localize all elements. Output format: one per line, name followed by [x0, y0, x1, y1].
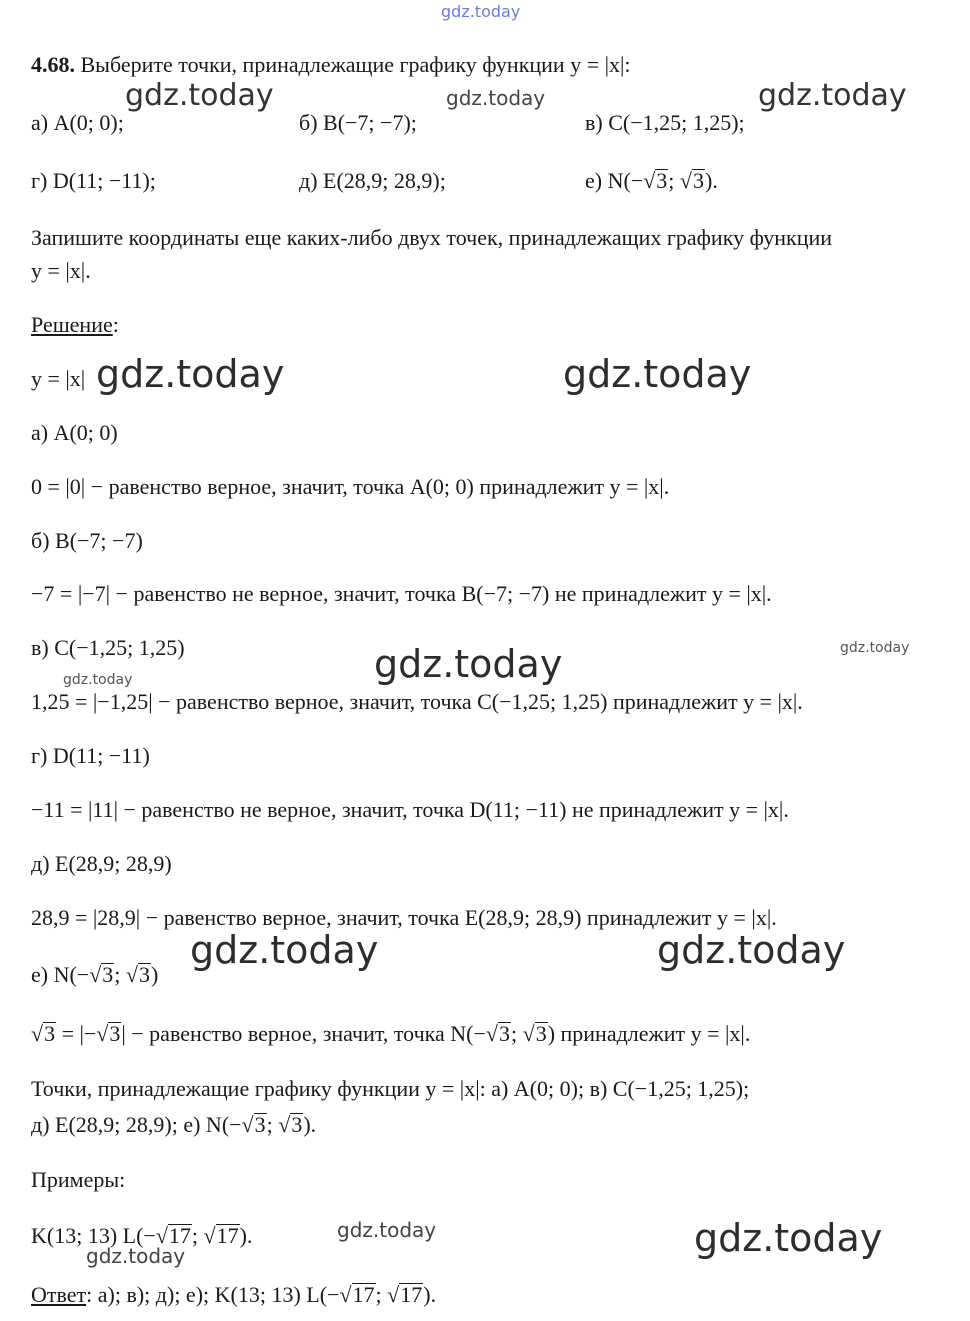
sqrt-symbol: √3: [125, 962, 150, 987]
watermark: gdz.today: [694, 1216, 883, 1260]
solution-e-point: е) N(−√3; √3): [31, 962, 159, 987]
extra-task-line1: Запишите координаты еще каких-либо двух точек, принадлежащих графику функции: [31, 225, 833, 250]
solution-b-point: б) B(−7; −7): [31, 528, 143, 553]
solution-func: y = |x|: [31, 366, 86, 391]
solution-v-point: в) C(−1,25; 1,25): [31, 635, 185, 660]
watermark: gdz.today: [758, 78, 907, 113]
watermark: gdz.today: [374, 642, 563, 686]
extra-task-line2: y = |x|.: [31, 258, 91, 283]
watermark: gdz.today: [840, 640, 910, 656]
sqrt-symbol: √17: [155, 1223, 191, 1248]
watermark: gdz.today: [96, 352, 285, 396]
sqrt-symbol: √17: [339, 1282, 375, 1307]
summary-line1: Точки, принадлежащие графику функции y = |x|: а) A(0; 0); в) C(−1,25; 1,25);: [31, 1076, 750, 1101]
solution-a-text: 0 = |0| − равенство верное, значит, точка A(0; 0) принадлежит y = |x|.: [31, 474, 670, 499]
sqrt-symbol: √17: [203, 1223, 239, 1248]
watermark: gdz.today: [657, 928, 846, 972]
summary-line2: д) E(28,9; 28,9); е) N(−√3; √3).: [31, 1112, 317, 1137]
sqrt-symbol: √3: [522, 1021, 547, 1046]
sqrt-symbol: √3: [89, 962, 114, 987]
task-heading: [31, 52, 631, 78]
solution-b-text: −7 = |−7| − равенство не верное, значит, точка B(−7; −7) не принадлежит y = |x|.: [31, 581, 772, 606]
watermark-top: gdz.today: [441, 2, 521, 21]
watermark: gdz.today: [337, 1218, 437, 1242]
task-statement: Выберите точки, принадлежащие графику функции y = |x|:: [80, 52, 631, 77]
watermark: gdz.today: [563, 352, 752, 396]
option-d: д) E(28,9; 28,9);: [299, 168, 446, 193]
watermark: gdz.today: [446, 86, 546, 110]
sqrt-symbol: √3: [31, 1021, 56, 1046]
solution-e-text: √3 = |−√3| − равенство верное, значит, точка N(−√3; √3) принадлежит y = |x|.: [31, 1021, 751, 1046]
answer-line: Ответ: а); в); д); е); K(13; 13) L(−√17; √17).: [31, 1282, 437, 1307]
option-g: г) D(11; −11);: [31, 168, 156, 193]
watermark: gdz.today: [190, 928, 379, 972]
examples-heading: Примеры:: [31, 1167, 126, 1192]
sqrt-symbol: √3: [278, 1112, 303, 1137]
option-e: е) N(−√3; √3).: [585, 168, 718, 193]
solution-d-text: 28,9 = |28,9| − равенство верное, значит, точка E(28,9; 28,9) принадлежит y = |x|.: [31, 905, 777, 930]
solution-v-text: 1,25 = |−1,25| − равенство верное, значит, точка C(−1,25; 1,25) принадлежит y = |x|.: [31, 689, 803, 714]
solution-d-point: д) E(28,9; 28,9): [31, 851, 172, 876]
solution-g-text: −11 = |11| − равенство не верное, значит, точка D(11; −11) не принадлежит y = |x|.: [31, 797, 789, 822]
option-v: в) C(−1,25; 1,25);: [585, 110, 745, 135]
watermark: gdz.today: [125, 78, 274, 113]
watermark: gdz.today: [86, 1244, 186, 1268]
solution-heading: Решение:: [31, 312, 119, 337]
solution-g-point: г) D(11; −11): [31, 743, 150, 768]
sqrt-symbol: √3: [241, 1112, 266, 1137]
sqrt-symbol: √3: [643, 168, 668, 193]
watermark: gdz.today: [63, 672, 133, 688]
task-number: 4.68.: [31, 52, 75, 77]
option-b: б) B(−7; −7);: [299, 110, 417, 135]
option-a: а) A(0; 0);: [31, 110, 124, 135]
solution-a-point: а) A(0; 0): [31, 420, 118, 445]
examples-points: K(13; 13) L(−√17; √17).: [31, 1223, 253, 1248]
sqrt-symbol: √3: [485, 1021, 510, 1046]
sqrt-symbol: √3: [96, 1021, 121, 1046]
answer-label: Ответ: [31, 1282, 87, 1307]
sqrt-symbol: √17: [387, 1282, 423, 1307]
sqrt-symbol: √3: [679, 168, 704, 193]
